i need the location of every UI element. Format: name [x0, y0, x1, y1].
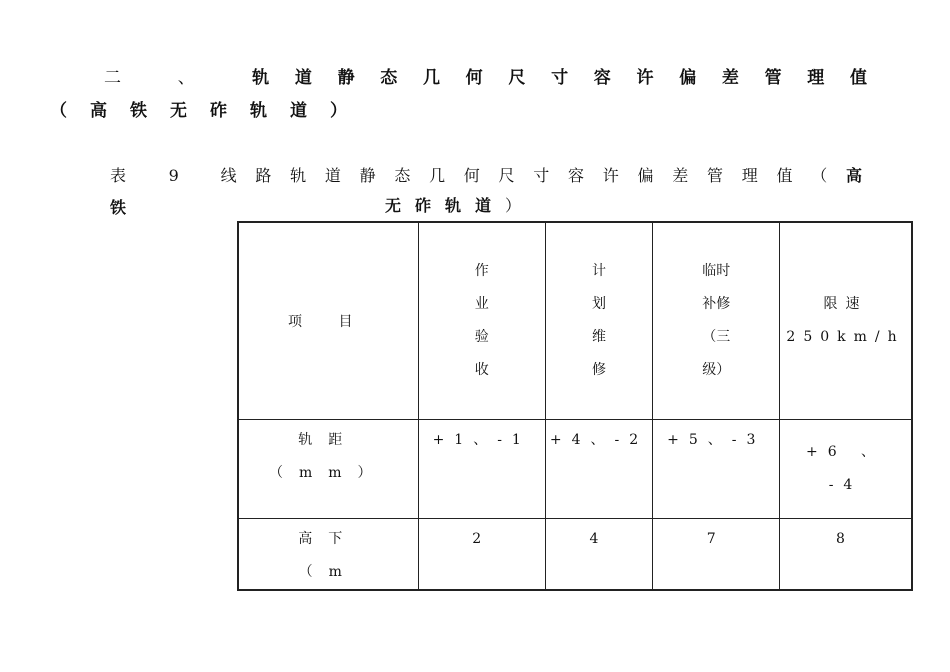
caption-bold-line2: 无砟轨道	[385, 196, 506, 215]
row2-acceptance: 2	[418, 518, 545, 590]
tolerance-table	[237, 221, 913, 591]
header-speed-limit: 限速250km/h	[780, 222, 912, 419]
row1-speed-limit: +6 、 -4	[780, 419, 912, 518]
caption-label: 表 9	[110, 166, 197, 185]
row2-planned: 4	[545, 518, 652, 590]
section-title: 轨道静态几何尺寸容许偏差管理值（高铁无砟轨道）	[50, 68, 891, 121]
table-header-row	[238, 222, 912, 419]
caption-close-paren: ）	[505, 196, 536, 215]
row2-temporary: 7	[653, 518, 780, 590]
section-number: 二 、	[104, 68, 221, 88]
caption-text: 线路轨道静态几何尺寸容许偏差管理值（	[220, 166, 846, 185]
header-item: 项 目	[238, 222, 418, 419]
section-heading	[50, 62, 890, 128]
table-row	[238, 518, 912, 590]
row2-item: 高下（m	[238, 518, 418, 590]
row1-temporary: +5、-3	[653, 419, 780, 518]
row1-acceptance: +1、-1	[418, 419, 545, 518]
table-row	[238, 419, 912, 518]
header-temporary: 临时补修（三级）	[653, 222, 780, 419]
caption-bold-line1: 高铁	[110, 166, 880, 217]
row2-speed-limit: 8	[780, 518, 912, 590]
row1-item: 轨距（mm）	[238, 419, 418, 518]
header-planned: 计划维修	[545, 222, 652, 419]
header-acceptance: 作业验收	[418, 222, 545, 419]
table-caption-line2	[385, 192, 535, 220]
row1-planned: +4、-2	[545, 419, 652, 518]
